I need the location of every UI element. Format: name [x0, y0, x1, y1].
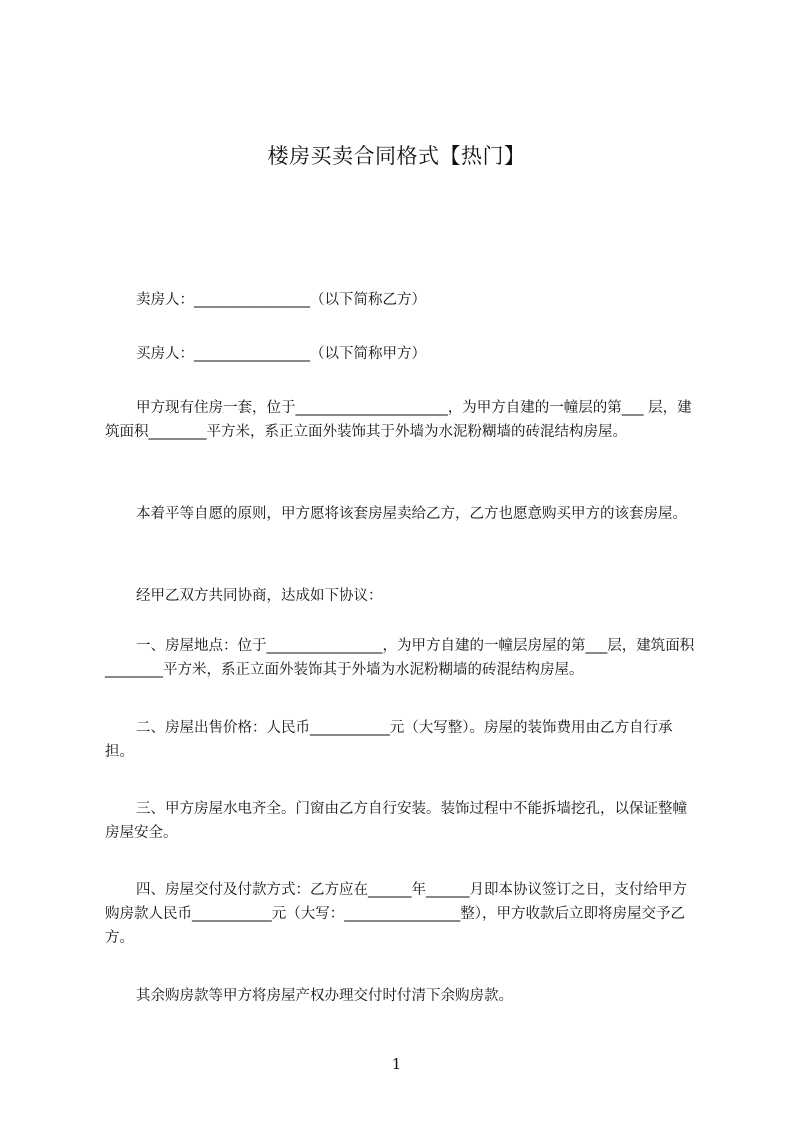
- clause-three-utilities: 三、甲方房屋水电齐全。门窗由乙方自行安装。装饰过程中不能拆墙挖孔，以保证整幢房屋安全。: [105, 801, 687, 841]
- remaining-payment-paragraph: 其余购房款等甲方将房屋产权办理交付时付清下余购房款。: [136, 988, 513, 1004]
- document-title: 楼房买卖合同格式【热门】: [267, 144, 526, 168]
- buyer-line: 买房人：________________（以下简称甲方）: [136, 346, 426, 362]
- principle-paragraph: 本着平等自愿的原则，甲方愿将该套房屋卖给乙方，乙方也愿意购买甲方的该套房屋。: [136, 506, 687, 522]
- clause-one-location: 一、房屋地点：位于________________，为甲方自建的一幢层房屋的第___层，建筑面积________平方米，系正立面外装饰其于外墙为水泥粉糊墙的砖混结构房屋。: [105, 638, 695, 678]
- property-description-paragraph: 甲方现有住房一套，位于_____________________，为甲方自建的一幢层的第___ 层，建筑面积________平方米，系正立面外装饰其于外墙为水泥粉糊墙的砖混结构房屋。: [105, 400, 692, 440]
- page-number: 1: [391, 1055, 402, 1073]
- clause-two-price: 二、房屋出售价格：人民币___________元（大写整）。房屋的装饰费用由乙方自行承担。: [105, 720, 673, 760]
- agreement-intro-paragraph: 经甲乙双方共同协商，达成如下协议：: [136, 588, 383, 604]
- clause-four-payment: 四、房屋交付及付款方式：乙方应在______年______月即本协议签订之日，支付给甲方购房款人民币___________元（大写：________________整），甲方收款后立即将房屋交予乙方。: [105, 882, 687, 946]
- seller-line: 卖房人：________________（以下简称乙方）: [136, 292, 426, 308]
